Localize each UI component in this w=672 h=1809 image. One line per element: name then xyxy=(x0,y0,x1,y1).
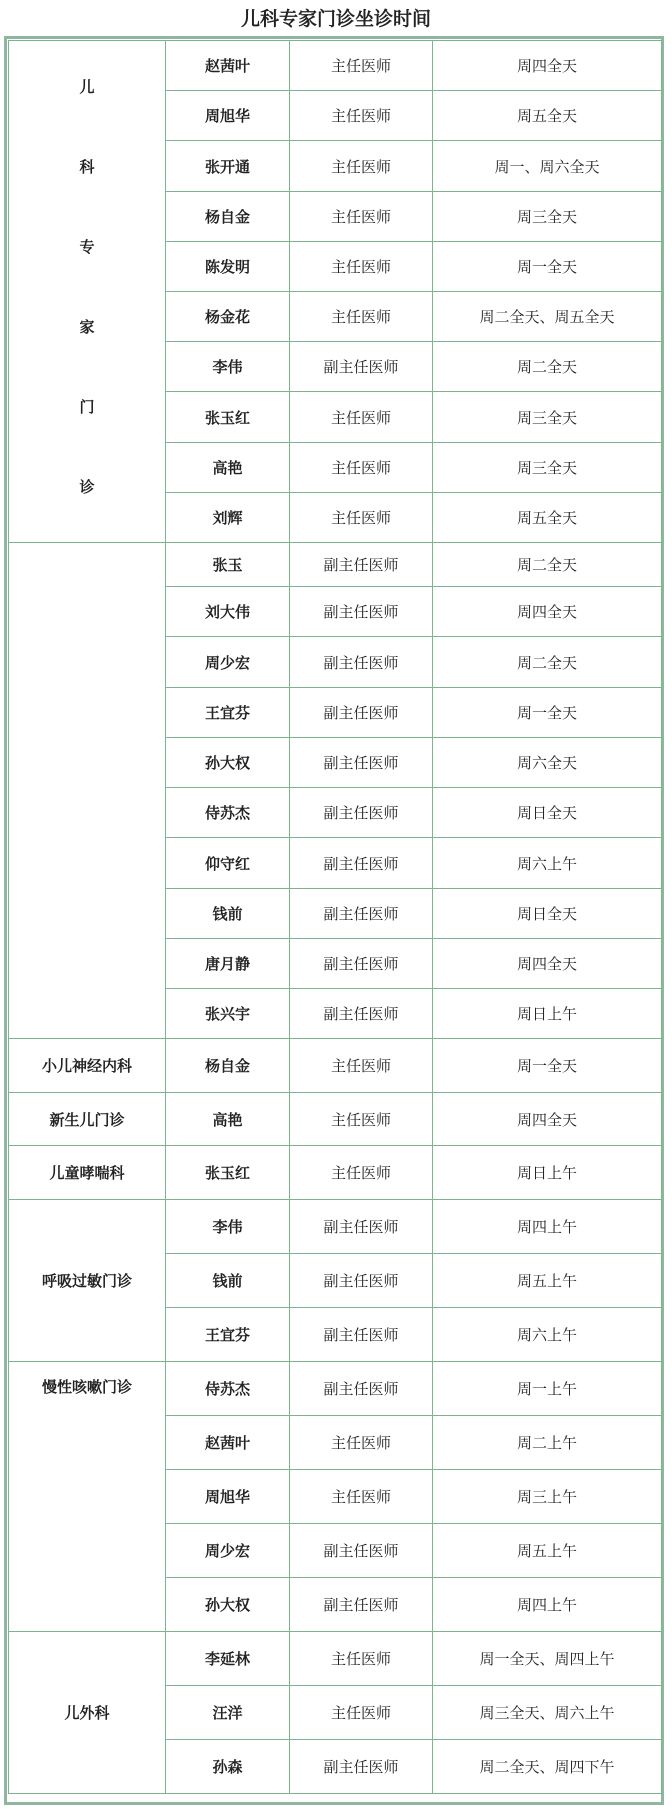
clinic-time: 周五上午 xyxy=(433,1254,662,1308)
doctor-name: 张玉红 xyxy=(166,1146,290,1200)
clinic-time: 周三全天、周六上午 xyxy=(433,1686,662,1740)
doctor-name: 周旭华 xyxy=(166,1470,290,1524)
clinic-time: 周五全天 xyxy=(433,91,662,141)
doctor-title: 主任医师 xyxy=(290,443,433,493)
doctor-title: 副主任医师 xyxy=(290,1362,433,1416)
doctor-name: 孙森 xyxy=(166,1740,290,1794)
doctor-name: 杨自金 xyxy=(166,192,290,242)
doctor-title: 副主任医师 xyxy=(290,688,433,738)
clinic-time: 周四全天 xyxy=(433,41,662,91)
doctor-name: 杨自金 xyxy=(166,1039,290,1093)
clinic-time: 周三全天 xyxy=(433,192,662,242)
doctor-name: 周少宏 xyxy=(166,637,290,688)
clinic-time: 周六上午 xyxy=(433,838,662,889)
doctor-name: 汪洋 xyxy=(166,1686,290,1740)
clinic-time: 周五上午 xyxy=(433,1524,662,1578)
doctor-title: 主任医师 xyxy=(290,493,433,543)
clinic-time: 周二全天、周五全天 xyxy=(433,292,662,342)
clinic-time: 周二全天 xyxy=(433,543,662,587)
table-row xyxy=(9,1039,662,1093)
table-row xyxy=(9,1632,662,1686)
doctor-name: 侍苏杰 xyxy=(166,788,290,838)
doctor-title: 副主任医师 xyxy=(290,1254,433,1308)
doctor-name: 李伟 xyxy=(166,342,290,392)
doctor-name: 张兴宇 xyxy=(166,989,290,1039)
table-row xyxy=(9,1362,662,1416)
clinic-time: 周二全天、周四下午 xyxy=(433,1740,662,1794)
dept-char: 家 xyxy=(79,318,95,336)
schedule-table-body xyxy=(9,41,662,1794)
clinic-time: 周日全天 xyxy=(433,788,662,838)
doctor-title: 副主任医师 xyxy=(290,738,433,788)
doctor-name: 高艳 xyxy=(166,1093,290,1146)
clinic-time: 周六全天 xyxy=(433,738,662,788)
doctor-name: 高艳 xyxy=(166,443,290,493)
doctor-title: 副主任医师 xyxy=(290,543,433,587)
schedule-table xyxy=(8,40,662,1794)
clinic-time: 周二全天 xyxy=(433,342,662,392)
doctor-name: 李延林 xyxy=(166,1632,290,1686)
doctor-title: 主任医师 xyxy=(290,242,433,292)
clinic-time: 周一、周六全天 xyxy=(433,141,662,192)
dept-label: 新生儿门诊 xyxy=(9,1093,166,1146)
doctor-title: 主任医师 xyxy=(290,392,433,443)
doctor-name: 赵茜叶 xyxy=(166,1416,290,1470)
doctor-title: 副主任医师 xyxy=(290,637,433,688)
doctor-name: 王宜芬 xyxy=(166,688,290,738)
doctor-name: 周旭华 xyxy=(166,91,290,141)
clinic-time: 周四全天 xyxy=(433,939,662,989)
doctor-title: 主任医师 xyxy=(290,91,433,141)
doctor-title: 主任医师 xyxy=(290,1632,433,1686)
dept-label: 儿童哮喘科 xyxy=(9,1146,166,1200)
doctor-name: 赵茜叶 xyxy=(166,41,290,91)
doctor-name: 王宜芬 xyxy=(166,1308,290,1362)
table-row xyxy=(9,1146,662,1200)
table-row xyxy=(9,1093,662,1146)
doctor-name: 仰守红 xyxy=(166,838,290,889)
doctor-name: 侍苏杰 xyxy=(166,1362,290,1416)
clinic-time: 周三全天 xyxy=(433,392,662,443)
doctor-name: 孙大权 xyxy=(166,738,290,788)
clinic-time: 周五全天 xyxy=(433,493,662,543)
clinic-time: 周一全天 xyxy=(433,1039,662,1093)
clinic-time: 周日上午 xyxy=(433,1146,662,1200)
doctor-name: 张开通 xyxy=(166,141,290,192)
clinic-time: 周一上午 xyxy=(433,1362,662,1416)
dept-continuation xyxy=(9,543,166,1039)
doctor-name: 张玉红 xyxy=(166,392,290,443)
dept-label: 小儿神经内科 xyxy=(9,1039,166,1093)
clinic-time: 周二全天 xyxy=(433,637,662,688)
dept-char: 门 xyxy=(79,398,95,416)
doctor-title: 副主任医师 xyxy=(290,1740,433,1794)
doctor-name: 杨金花 xyxy=(166,292,290,342)
doctor-name: 钱前 xyxy=(166,889,290,939)
clinic-time: 周四全天 xyxy=(433,1093,662,1146)
clinic-time: 周四上午 xyxy=(433,1200,662,1254)
doctor-title: 副主任医师 xyxy=(290,838,433,889)
dept-char: 儿 xyxy=(79,78,95,96)
dept-pediatric-expert xyxy=(9,41,166,543)
doctor-title: 主任医师 xyxy=(290,1416,433,1470)
dept-char: 科 xyxy=(79,158,95,176)
clinic-time: 周六上午 xyxy=(433,1308,662,1362)
clinic-time: 周日上午 xyxy=(433,989,662,1039)
doctor-title: 副主任医师 xyxy=(290,889,433,939)
doctor-title: 副主任医师 xyxy=(290,342,433,392)
doctor-title: 主任医师 xyxy=(290,1093,433,1146)
clinic-time: 周四上午 xyxy=(433,1578,662,1632)
dept-char: 诊 xyxy=(79,478,95,496)
doctor-title: 主任医师 xyxy=(290,141,433,192)
doctor-name: 唐月静 xyxy=(166,939,290,989)
doctor-name: 陈发明 xyxy=(166,242,290,292)
clinic-time: 周三全天 xyxy=(433,443,662,493)
clinic-time: 周日全天 xyxy=(433,889,662,939)
clinic-time: 周一全天、周四上午 xyxy=(433,1632,662,1686)
doctor-title: 主任医师 xyxy=(290,1146,433,1200)
clinic-time: 周三上午 xyxy=(433,1470,662,1524)
doctor-name: 钱前 xyxy=(166,1254,290,1308)
page-title: 儿科专家门诊坐诊时间 xyxy=(240,8,431,30)
doctor-name: 张玉 xyxy=(166,543,290,587)
doctor-title: 主任医师 xyxy=(290,292,433,342)
doctor-title: 主任医师 xyxy=(290,41,433,91)
doctor-title: 副主任医师 xyxy=(290,1200,433,1254)
doctor-title: 副主任医师 xyxy=(290,587,433,637)
doctor-title: 副主任医师 xyxy=(290,1308,433,1362)
dept-label: 儿外科 xyxy=(9,1632,166,1794)
doctor-title: 副主任医师 xyxy=(290,1578,433,1632)
doctor-name: 刘大伟 xyxy=(166,587,290,637)
doctor-title: 主任医师 xyxy=(290,1686,433,1740)
doctor-name: 周少宏 xyxy=(166,1524,290,1578)
clinic-time: 周一全天 xyxy=(433,242,662,292)
clinic-time: 周二上午 xyxy=(433,1416,662,1470)
doctor-title: 副主任医师 xyxy=(290,989,433,1039)
table-row xyxy=(9,1200,662,1254)
table-row xyxy=(9,543,662,587)
doctor-title: 副主任医师 xyxy=(290,939,433,989)
dept-char: 专 xyxy=(79,238,95,256)
dept-vertical-label xyxy=(77,77,97,497)
clinic-time: 周一全天 xyxy=(433,688,662,738)
doctor-title: 副主任医师 xyxy=(290,1524,433,1578)
doctor-name: 孙大权 xyxy=(166,1578,290,1632)
dept-label: 慢性咳嗽门诊 xyxy=(9,1362,166,1632)
clinic-time: 周四全天 xyxy=(433,587,662,637)
dept-label: 呼吸过敏门诊 xyxy=(9,1200,166,1362)
doctor-title: 副主任医师 xyxy=(290,788,433,838)
doctor-title: 主任医师 xyxy=(290,192,433,242)
doctor-title: 主任医师 xyxy=(290,1470,433,1524)
doctor-title: 主任医师 xyxy=(290,1039,433,1093)
doctor-name: 李伟 xyxy=(166,1200,290,1254)
table-row xyxy=(9,41,662,91)
doctor-name: 刘辉 xyxy=(166,493,290,543)
